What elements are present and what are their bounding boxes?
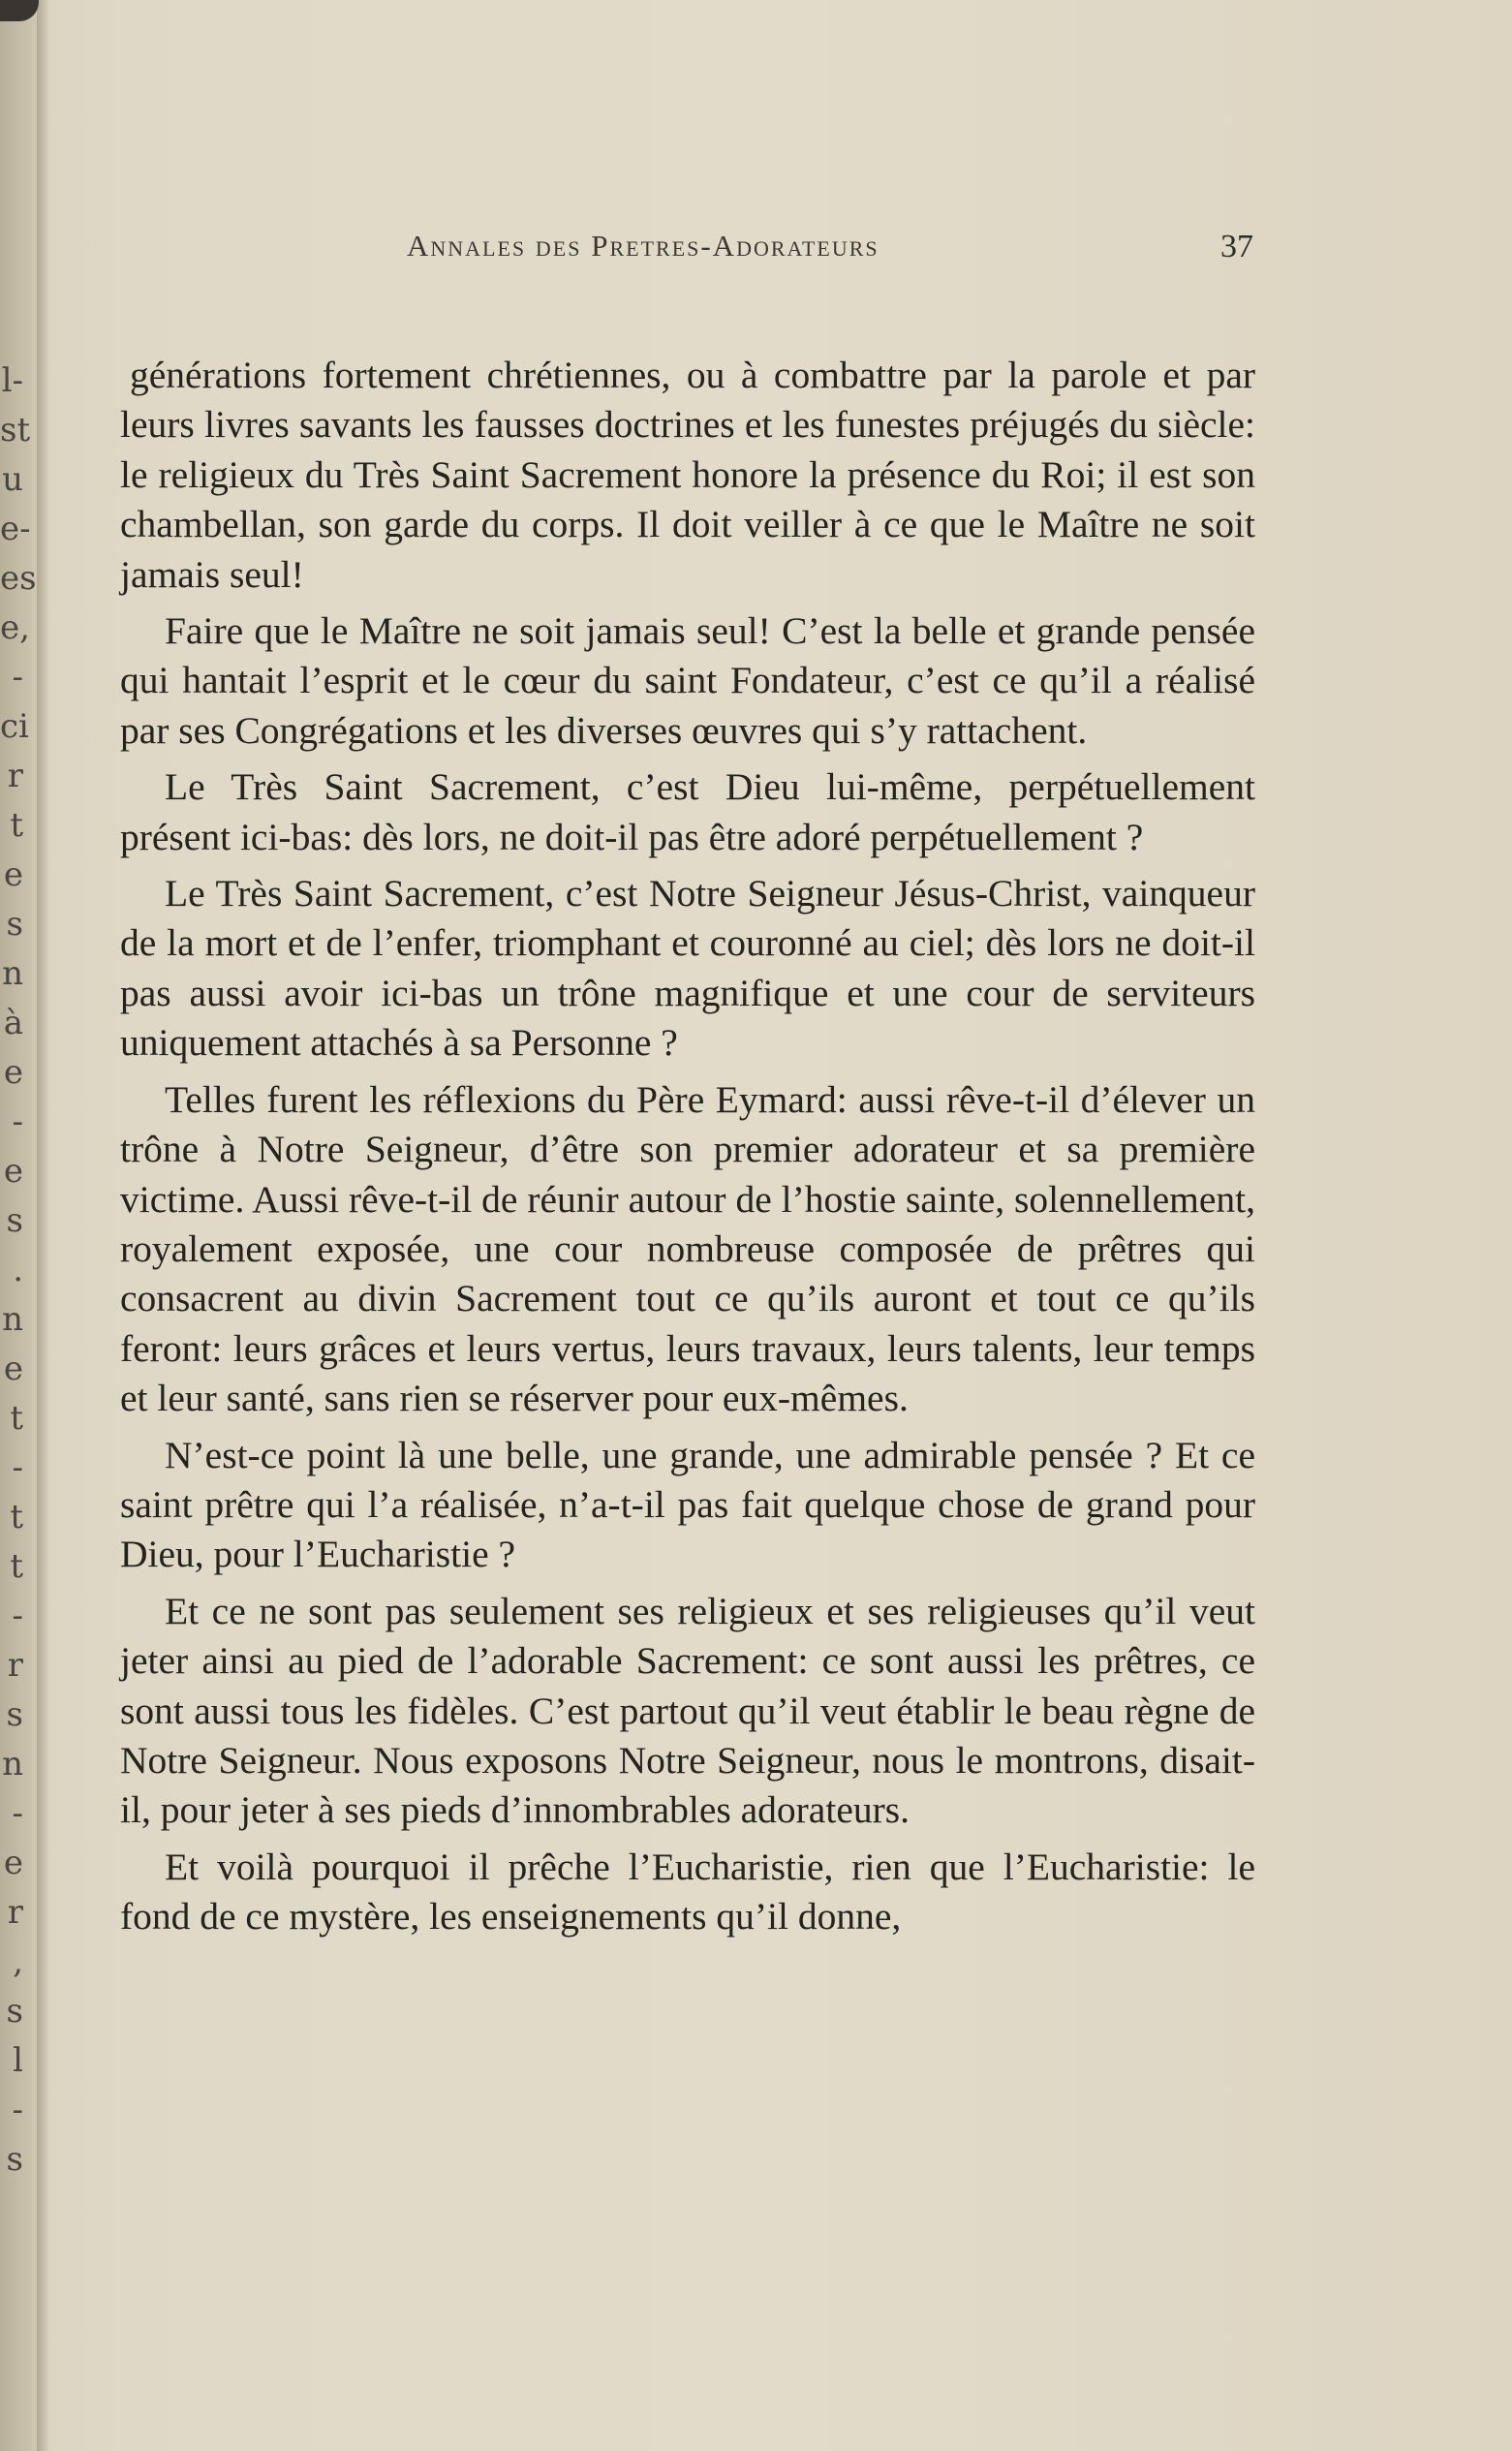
fragment: , [13,1942,23,1981]
fragment: n [2,954,23,993]
paragraph: Le Très Saint Sacrement, c’est Dieu lui-même, perpétuellement présent ici-bas: dès lors, ne doit-il pas être adoré perpétuellement ? [120,765,1255,858]
paragraph: générations fortement chrétiennes, ou à combattre par la parole et par leurs livres savants les fausses doctrines et les funestes préjugés du siècle: le religieux du Très Saint Sacrement honore la présence du Roi; il est son chambellan, son garde du corps. Il doit veiller à ce que le Maître ne soit jamais seul! [120,354,1255,596]
fragment: t [10,1547,23,1586]
fragment: s [6,2140,23,2179]
fragment: s [6,1695,23,1734]
page-number: 37 [1220,229,1253,264]
fragment: n [2,1745,23,1784]
fragment: s [6,1992,23,2031]
fragment: e- [0,510,31,548]
fragment: t [10,1399,23,1438]
fragment: u [2,460,23,499]
fragment: ci [0,707,29,746]
paragraph: Faire que le Maître ne soit jamais seul! C’est la belle et grande pensée qui hantait l’esprit et le cœur du saint Fondateur, c’est ce qu’il a réalisé par ses Congrégations et les diverses œuvres qui s’y rattachent. [120,609,1255,752]
fragment: e [3,1152,23,1191]
fragment: l [13,2041,23,2080]
fragment: . [13,1251,23,1289]
fragment: r [7,757,23,795]
fragment: à [3,1004,23,1042]
fragment: - [12,1794,23,1833]
fragment: r [7,1893,23,1932]
fragment: n [2,1300,23,1339]
fragment: - [12,2091,23,2129]
fragment: - [12,1102,23,1141]
running-title: Annales des Pretres-Adorateurs [407,229,879,263]
fragment: e, [0,608,30,647]
binding-shadow [37,0,48,2451]
paragraph: Telles furent les réflexions du Père Eymard: aussi rêve-t-il d’élever un trône à Notre Seigneur, d’être son premier adorateur et sa première victime. Aussi rêve-t-il de réunir autour de l’hostie sainte, solennellement, royalement exposée, une cour nombreuse composée de prêtres qui consacrent au divin Sacrement tout ce qu’ils auront et tout ce qu’ils feront: leurs grâces et leurs vertus, leurs travaux, leurs talents, leur temps et leur santé, sans rien se réserver pour eux-mêmes. [120,1077,1255,1420]
paragraph: N’est-ce point là une belle, une grande, une admirable pensée ? Et ce saint prêtre qui l’a réalisée, n’a-t-il pas fait quelque chose de grand pour Dieu, pour l’Eucharistie ? [120,1433,1255,1576]
paragraph: Et voilà pourquoi il prêche l’Eucharistie, rien que l’Eucharistie: le fond de ce mystère, les enseignements qu’il donne, [120,1845,1255,1939]
fragment: l- [1,361,23,400]
paragraph: Le Très Saint Sacrement, c’est Notre Seigneur Jésus-Christ, vainqueur de la mort et de l’enfer, triomphant et couronné au ciel; dès lors ne doit-il pas aussi avoir ici-bas un trône magnifique et une cour de serviteurs uniquement attachés à sa Personne ? [120,872,1255,1065]
fragment: e [3,1844,23,1882]
fragment: - [12,658,23,697]
paragraph: Et ce ne sont pas seulement ses religieux et ses religieuses qu’il veut jeter ainsi au pied de l’adorable Sacrement: ce sont aussi les prêtres, ce sont aussi tous les fidèles. C’est partout qu’il veut établir le beau règne de Notre Seigneur. Nous exposons Notre Seigneur, nous le montrons, disait-il, pour jeter à ses pieds d’innombrables adorateurs. [120,1589,1255,1832]
fragment: t [10,1498,23,1536]
fragment: s [6,905,23,944]
previous-page-line-endings [0,357,37,2185]
fragment: e [3,1053,23,1092]
fragment: - [12,1448,23,1487]
fragment: - [12,1597,23,1635]
fragment: e [3,1350,23,1388]
body-text [120,351,1255,1949]
fragment: es [0,559,37,598]
fragment: st [0,411,31,450]
fragment: t [10,806,23,845]
fragment: s [6,1201,23,1240]
fragment: r [7,1646,23,1685]
fragment: e [3,855,23,894]
